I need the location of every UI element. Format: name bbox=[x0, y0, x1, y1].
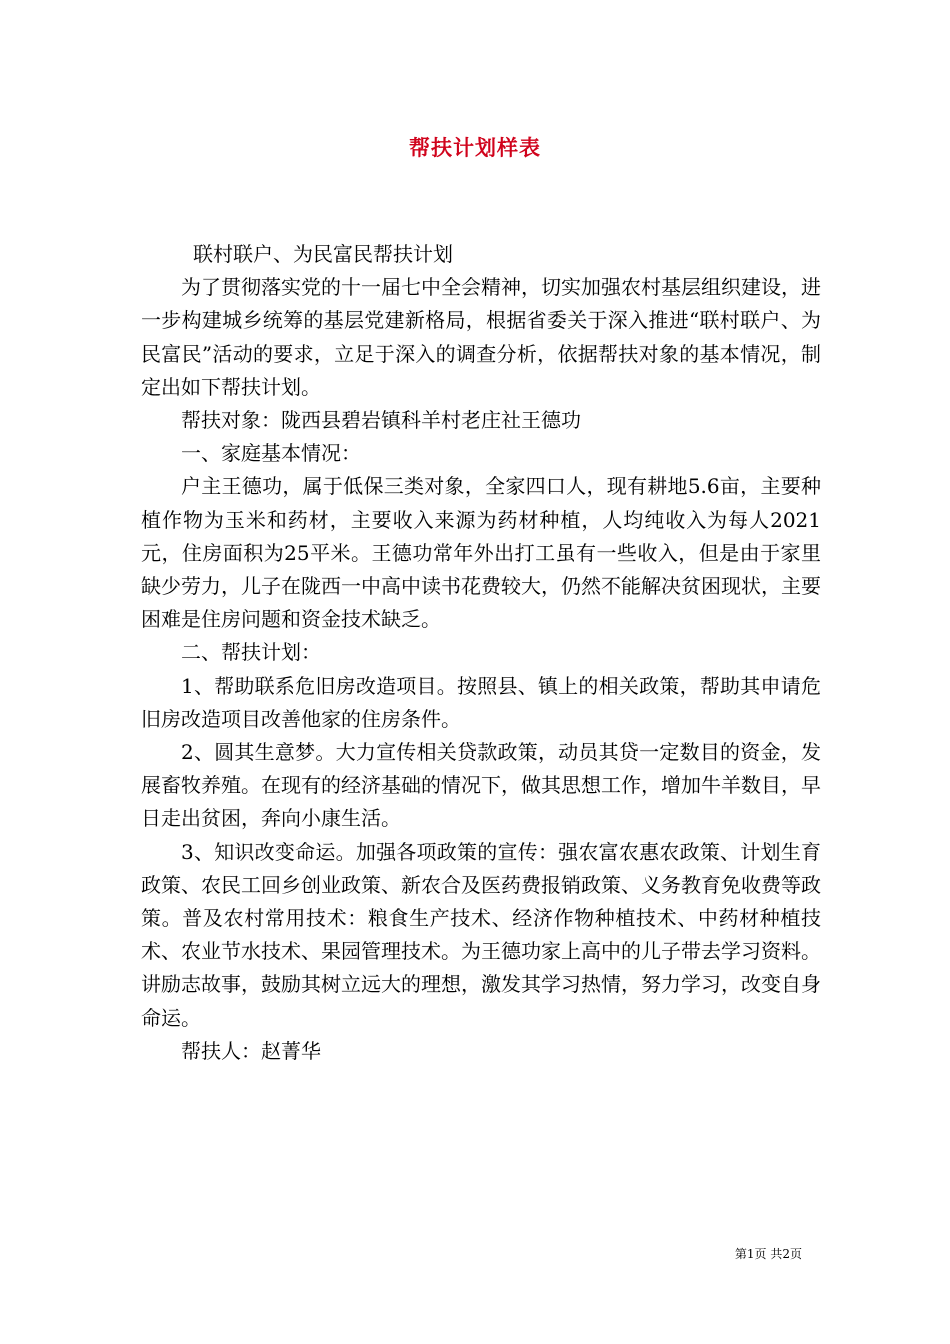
paragraph-intro: 为了贯彻落实党的十一届七中全会精神，切实加强农村基层组织建设，进一步构建城乡统筹的基层党建新格局，根据省委关于深入推进“联村联户、为民富民”活动的要求，立足于深入的调查分析，依据帮扶对象的基本情况，制定出如下帮扶计划。 bbox=[141, 275, 821, 399]
section-heading-plan: 二、帮扶计划： bbox=[181, 640, 321, 665]
section-heading-family: 一、家庭基本情况： bbox=[181, 441, 361, 466]
paragraph-target: 帮扶对象：陇西县碧岩镇科羊村老庄社王德功 bbox=[181, 408, 581, 433]
paragraph-family-info: 户主王德功，属于低保三类对象，全家四口人，现有耕地5.6亩，主要种植作物为玉米和药材，主要收入来源为药材种植，人均纯收入为每人2021元，住房面积为25平米。王德功常年外出打工虽有一些收入，但是由于家里缺少劳力，儿子在陇西一中高中读书花费较大，仍然不能解决贫困现状，主要困难是住房问题和资金技术缺乏。 bbox=[141, 474, 821, 632]
helper-signature: 帮扶人：赵菁华 bbox=[181, 1038, 321, 1063]
page-number: 第1页 共2页 bbox=[734, 1247, 802, 1261]
plan-item-3: 3、知识改变命运。加强各项政策的宣传：强农富农惠农政策、计划生育政策、农民工回乡创业政策、新农合及医药费报销政策、义务教育免收费等政策。普及农村常用技术：粮食生产技术、经济作物种植技术、中药材种植技术、农业节水技术、果园管理技术。为王德功家上高中的儿子带去学习资料。讲励志故事，鼓励其树立远大的理想，激发其学习热情，努力学习，改变自身命运。 bbox=[141, 839, 821, 1030]
document-title: 帮扶计划样表 bbox=[409, 135, 541, 160]
plan-item-2: 2、圆其生意梦。大力宣传相关贷款政策，动员其贷一定数目的资金，发展畜牧养殖。在现有的经济基础的情况下，做其思想工作，增加牛羊数目，早日走出贫困，奔向小康生活。 bbox=[141, 740, 821, 831]
plan-item-1: 1、帮助联系危旧房改造项目。按照县、镇上的相关政策，帮助其申请危旧房改造项目改善他家的住房条件。 bbox=[141, 673, 821, 731]
document-body bbox=[141, 238, 821, 1068]
plan-heading: 联村联户、为民富民帮扶计划 bbox=[193, 242, 453, 266]
